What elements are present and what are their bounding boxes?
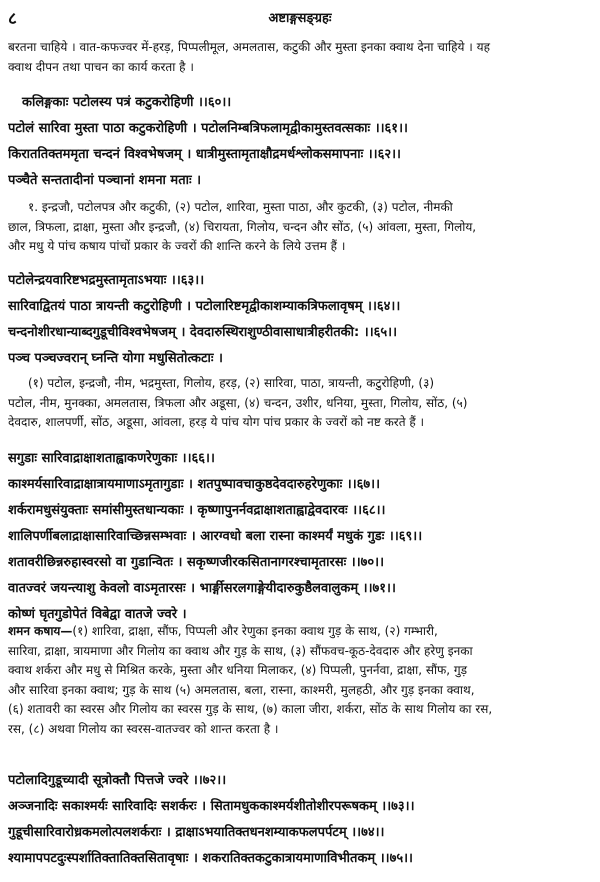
page-header bbox=[0, 6, 600, 29]
verse-line: कलिङ्गकाः पटोलस्य पत्रं कटुकरोहिणी ।।६०।। bbox=[22, 95, 232, 110]
text-line: बरतना चाहिये । वात-कफज्वर में-हरड़, पिप्पलीमूल, अमलतास, कटुकी और मुस्ता इनका क्वाथ देना चाहिये । यह bbox=[8, 40, 490, 54]
commentary-paragraph-4 bbox=[8, 622, 592, 739]
text-line: और मधु ये पांच कषाय पांचों प्रकार के ज्वरों की शान्ति करने के लिये उत्तम हैं । bbox=[8, 239, 346, 253]
verse-line: वातज्वरं जयन्त्याशु केवलो वाऽमृतारसः । भार्ङ्गीसरलगाङ्गेयीदारुकुष्ठैलवालुकम् ।।७१।। bbox=[8, 581, 396, 596]
verse-line: काश्मर्यसारिवाद्राक्षात्रायमाणाऽमृतागुडाः । शतपुष्पावचाकुष्ठदेवदारुहरेणुकाः ।।६७।। bbox=[8, 477, 381, 492]
verse-line: अञ्जनादिः सकाश्मर्यः सारिवादिः सशर्करः । सितामधुककाश्मर्यशीतोशीरपरूषकम् ।।७३।। bbox=[8, 799, 415, 814]
text-line: पटोल, नीम, मुनक्का, अमलतास, त्रिफला और अडूसा, (४) चन्दन, उशीर, धनिया, मुस्ता, गिलोय, सोंठ, (५) bbox=[8, 395, 468, 410]
page-number: ८ bbox=[8, 9, 17, 29]
text-line: क्वाथ शर्करा और मधु से मिश्रित करके, मुस्ता और धनिया मिलाकर, (४) पिप्पली, पुनर्नवा, द्राक्षा, सौंफ, गुड़ bbox=[8, 663, 468, 677]
verse-line: सगुडाः सारिवाद्राक्षाशताह्वाकणरेणुकाः ।।६६।। bbox=[8, 451, 215, 466]
verse-line: चन्दनोशीरधान्याब्दगुडूचीविश्वभेषजम् । देवदारुस्थिराशुण्ठीवासाधात्रीहरीतकी: ।।६५।। bbox=[8, 325, 397, 340]
text-line: क्वाथ दीपन तथा पाचन का कार्य करता है । bbox=[8, 59, 194, 74]
text-line: छाल, त्रिफला, द्राक्षा, मुस्ता और इन्द्रजौ, (४) चिरायता, गिलोय, चन्दन और सोंठ, (५) आंवला, मुस्ता, गिलोय, bbox=[8, 219, 477, 234]
text-line: देवदारु, शालपर्णी, सोंठ, अडूसा, आंवला, हरड़ ये पांच योग पांच प्रकार के ज्वरों को नष्ट करते हैं । bbox=[8, 415, 425, 429]
verse-line: शालिपर्णीबलाद्राक्षासारिवाच्छिन्नसम्भवाः । आरग्वधो बला रास्ना काश्मर्यं मधुकं गुडः ।।६९।। bbox=[8, 529, 423, 544]
commentary-paragraph-1 bbox=[8, 38, 592, 77]
verse-block-1 bbox=[8, 90, 592, 194]
verse-line: सारिवाद्वितयं पाठा त्रायन्ती कटुरोहिणी । पटोलारिष्टमृद्वीकाशम्याकत्रिफलावृषम् ।।६४।। bbox=[8, 299, 401, 314]
text-line: (६) शतावरी का स्वरस और गिलोय का स्वरस गुड़ के साथ, (७) काला जीरा, शर्करा, सोंठ के साथ गिलोय का रस, bbox=[8, 702, 493, 716]
text-line: १. इन्द्रजौ, पटोलपत्र और कटुकी, (२) पटोल, शारिवा, मुस्ता पाठा, और कुटकी, (३) पटोल, नीमकी bbox=[28, 200, 453, 214]
text-line: और सारिवा इनका क्वाथ; गुड़ के साथ (५) अमलतास, बला, रास्ना, काश्मरी, मुलहठी, और गुड़ इनका क्वाथ, bbox=[8, 682, 475, 697]
verse-line: श्यामापपटदुःस्पर्शातिक्तातिक्तसितावृषाः । शकरातिक्तकटुकात्रायमाणाविभीतकम् ।।७५।। bbox=[8, 851, 413, 866]
running-title: अष्टाङ्गसङ्ग्रहः bbox=[268, 11, 332, 26]
verse-line: पञ्चैते सन्तताद‍ीनां पञ्चानां शमना मताः । bbox=[8, 173, 202, 188]
text-fragment: (१) शारिवा, द्राक्षा, सौंफ, पिप्पली और रेणुका इनका क्वाथ गुड़ के साथ, (२) गम्भारी, bbox=[72, 624, 438, 638]
verse-block-3 bbox=[8, 446, 592, 628]
verse-block-4 bbox=[8, 768, 592, 872]
verse-line: पञ्च पञ्चज्वरान् घ्नन्ति योगा मधुसितोत्कटाः । bbox=[8, 351, 223, 366]
commentary-paragraph-3 bbox=[8, 374, 592, 433]
text-line bbox=[8, 622, 592, 642]
verse-line: पटोलं सारिवा मुस्ता पाठा कटुकरोहिणी । पटोलनिम्बत्रिफलामृद्वीकामुस्तवत्सकाः ।।६१।। bbox=[8, 121, 408, 136]
verse-line: शतावरीछिन्नरुहास्वरसो वा गुडान्वितः । सकृष्णजीरकसितानागरश्चामृतारसः ।।७०।। bbox=[8, 555, 385, 570]
text-line: (१) पटोल, इन्द्रजौ, नीम, भद्रमुस्ता, गिलोय, हरड़, (२) सारिवा, पाठा, त्रायन्ती, कटुरोहिणी, (३) bbox=[28, 376, 435, 390]
verse-block-2 bbox=[8, 268, 592, 372]
verse-line: शर्करामधुसंयुक्ताः समांसीमुस्तधान्यकाः । कृष्णापुनर्नवद्राक्षाशताह्वाद्वेवदारवः ।।६८।। bbox=[8, 503, 386, 518]
verse-line: गुडूचीसारिवारोध्रकमलोत्पलशर्कराः । द्राक्षाऽभयातिक्तधनशम्याकफलपर्पटम् ।।७४।। bbox=[8, 825, 385, 840]
verse-line: किराततिक्तममृता चन्दनं विश्वभेषजम् । धात्रीमुस्तामृताक्षौद्रमर्धश्लोकसमापनाः ।।६२।। bbox=[8, 147, 401, 162]
verse-line: पटोलेन्द्रयवारिष्टभद्रमुस्तामृताऽभयाः ।।६३।। bbox=[8, 273, 205, 288]
section-lead: शमन कषाय— bbox=[8, 624, 73, 638]
commentary-paragraph-2 bbox=[8, 198, 592, 257]
verse-line: कोष्णं घृतगुडोपेतं विबेद्वा वातजे ज्वरे । bbox=[8, 607, 187, 622]
verse-line: पटोलादिगुडूच्यादी सूत्रोक्तौ पित्तजे ज्वरे ।।७२।। bbox=[8, 773, 227, 788]
text-line: रस, (८) अथवा गिलोय का स्वरस-वातज्वर को शान्त करता है । bbox=[8, 721, 279, 736]
text-line: सारिवा, द्राक्षा, त्रायमाणा और गिलोय का क्वाथ और गुड़ के साथ, (३) सौंफवच-कूठ-देवदारु और हरेणु इनका bbox=[8, 643, 473, 658]
